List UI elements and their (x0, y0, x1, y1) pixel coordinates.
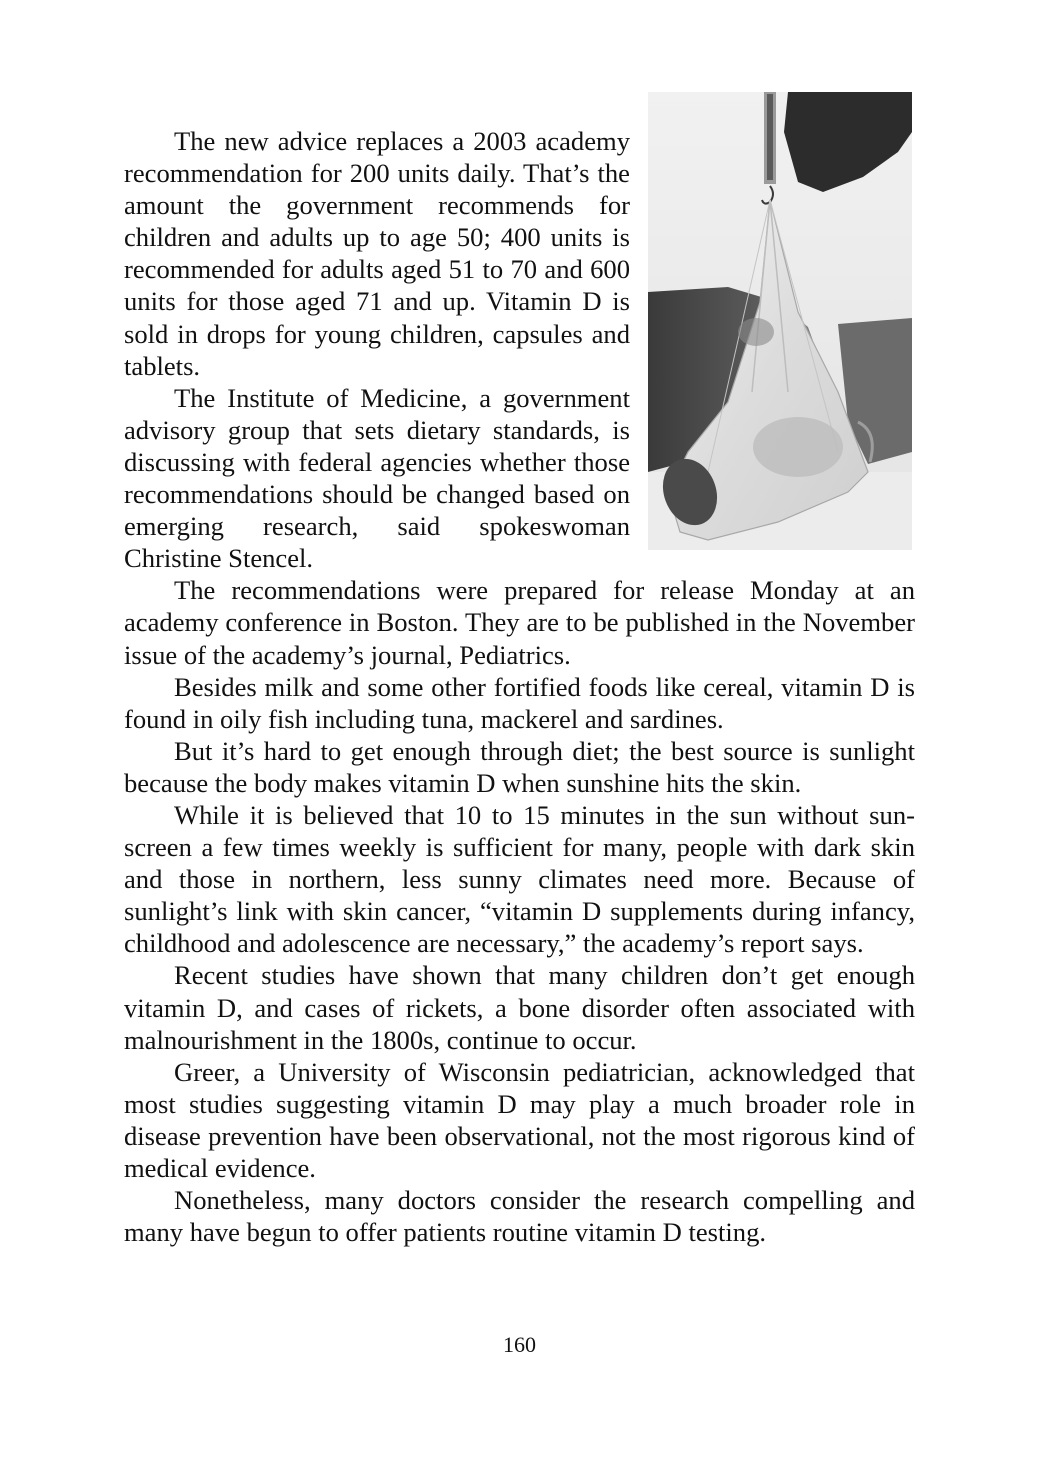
article-paragraph: The new advice replaces a 2003 academy recommendation for 200 units daily. That’s the amount the government recommends for children and adults up to age 50; 400 units is recommended for adults aged 51 to 70 and 600 units for those aged 71 and up. Vitamin D is sold in drops for young children, capsules and tablets. (124, 126, 630, 381)
article-paragraph: The recommendations were prepared for release Monday at an academy conference in Boston. They are to be published in the November issue of the academy’s journal, Pediatrics. (124, 575, 915, 670)
article-paragraph: Besides milk and some other fortified foods like cereal, vitamin D is found in oily fish including tuna, mackerel and sardines. (124, 671, 915, 734)
page-number: 160 (503, 1332, 536, 1357)
article-paragraph: Nonetheless, many doctors consider the research compelling and many have begun to offer patients routine vitamin D testing. (124, 1185, 915, 1248)
article-paragraph: But it’s hard to get enough through diet; the best source is sunlight because the body makes vitamin D when sunshine hits the skin. (124, 735, 915, 798)
article-paragraph: Greer, a University of Wisconsin pediatrician, acknowledged that most studies suggesting vitamin D may play a much broader role in disease prevention have been observational, not the most rigorous kind of medical evidence. (124, 1056, 915, 1183)
article-paragraph: Recent studies have shown that many children don’t get enough vitamin D, and cases of rickets, a bone disorder often associated with malnourishment in the 1800s, continue to occur. (124, 960, 915, 1055)
article-paragraph: The Institute of Medicine, a government advisory group that sets dietary standards, is discussing with federal agencies whether those recommendations should be changed based on emerging research, said spokeswoman Christine Stencel. (124, 382, 630, 574)
article-paragraph: While it is believed that 10 to 15 minutes in the sun without sunscreen a few times weekly is sufficient for many, people with dark skin and those in northern, less sunny climates need more. Because of sunlight’s link with skin cancer, “vitamin D supplements during infancy, childhood and adolescence are necessary,” the academy’s report says. (124, 799, 915, 959)
article-body (124, 125, 915, 1248)
